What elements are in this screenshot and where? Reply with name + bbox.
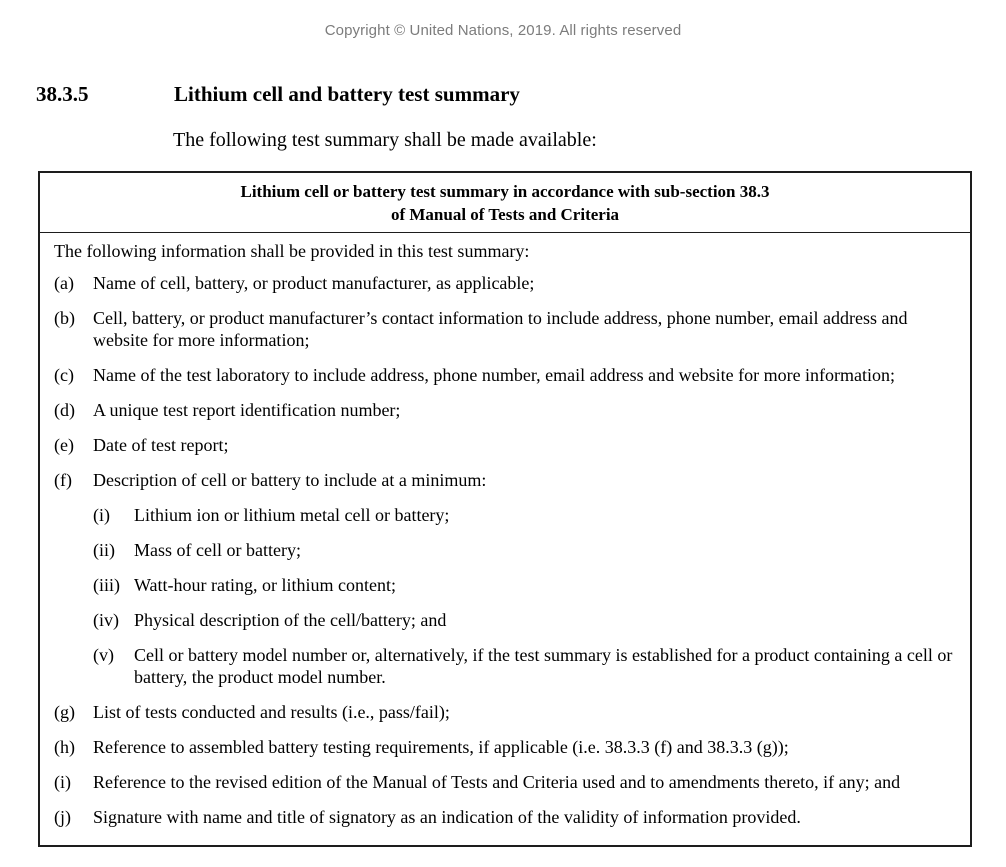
copyright-notice: Copyright © United Nations, 2019. All rights reserved	[324, 22, 682, 39]
list-item-text: Name of cell, battery, or product manufacturer, as applicable;	[93, 273, 535, 293]
list-item-text: A unique test report identification number;	[93, 400, 401, 420]
list-item-text: Name of the test laboratory to include address, phone number, email address and website for more information;	[93, 365, 896, 385]
list-item-text: Signature with name and title of signatory as an indication of the validity of information provided.	[93, 807, 801, 827]
section-heading	[36, 81, 976, 107]
list-item	[52, 307, 960, 351]
section-number: 38.3.5	[36, 82, 89, 106]
list-item	[52, 806, 960, 828]
list-item-marker: (g)	[54, 702, 75, 722]
list-item	[52, 771, 960, 793]
list-item-text: Cell, battery, or product manufacturer’s contact information to include address, phone number, email address and website for more information;	[93, 308, 908, 350]
sub-list-item	[93, 539, 960, 561]
list-item-text: Date of test report;	[93, 435, 229, 455]
list-item-marker: (e)	[54, 435, 74, 455]
sub-list-item-marker: (v)	[93, 645, 114, 665]
list-item	[52, 272, 960, 294]
table-intro-text: The following information shall be provided in this test summary:	[54, 241, 530, 261]
list-item-marker: (j)	[54, 807, 71, 827]
sub-list-item-marker: (iii)	[93, 575, 120, 595]
sub-list-item-marker: (ii)	[93, 540, 115, 560]
list-item-marker: (i)	[54, 772, 71, 792]
list-item	[52, 364, 960, 386]
table-header	[40, 173, 970, 233]
list-item	[52, 736, 960, 758]
sub-list-item	[93, 504, 960, 526]
sub-list-item-text: Mass of cell or battery;	[134, 540, 301, 560]
list-item	[52, 434, 960, 456]
table-body	[40, 233, 970, 845]
sub-list-item-text: Physical description of the cell/battery; and	[134, 610, 447, 630]
table-header-line-2: of Manual of Tests and Criteria	[390, 204, 620, 224]
list-item-text: Reference to the revised edition of the Manual of Tests and Criteria used and to amendments thereto, if any; and	[93, 772, 901, 792]
sub-list-item-marker: (i)	[93, 505, 110, 525]
list-item-marker: (h)	[54, 737, 75, 757]
table-header-line-1: Lithium cell or battery test summary in accordance with sub-section 38.3	[240, 182, 770, 201]
list-item	[52, 701, 960, 723]
sub-list-item	[93, 574, 960, 596]
list-item-marker: (c)	[54, 365, 74, 385]
section-title: Lithium cell and battery test summary	[174, 82, 520, 106]
test-summary-table	[38, 171, 972, 847]
section-leadin-text: The following test summary shall be made available:	[173, 129, 597, 151]
list-item-text: Description of cell or battery to include at a minimum:	[93, 470, 487, 490]
sub-list-item-text: Watt-hour rating, or lithium content;	[134, 575, 396, 595]
list-item	[52, 469, 960, 491]
list-item-text: Reference to assembled battery testing requirements, if applicable (i.e. 38.3.3 (f) and 38.3.3 (g));	[93, 737, 789, 757]
sub-list-item-text: Lithium ion or lithium metal cell or battery;	[134, 505, 450, 525]
sub-list-item-marker: (iv)	[93, 610, 119, 630]
list-item-marker: (a)	[54, 273, 74, 293]
list-item-text: List of tests conducted and results (i.e., pass/fail);	[93, 702, 450, 722]
sub-list-item-text: Cell or battery model number or, alternatively, if the test summary is established for a product containing a cell or battery, the product model number.	[134, 645, 953, 687]
list-item	[52, 399, 960, 421]
list-item-marker: (d)	[54, 400, 75, 420]
list-item-marker: (f)	[54, 470, 72, 490]
sub-list-item	[93, 644, 960, 688]
sub-list-item	[93, 609, 960, 631]
list-item-marker: (b)	[54, 308, 75, 328]
